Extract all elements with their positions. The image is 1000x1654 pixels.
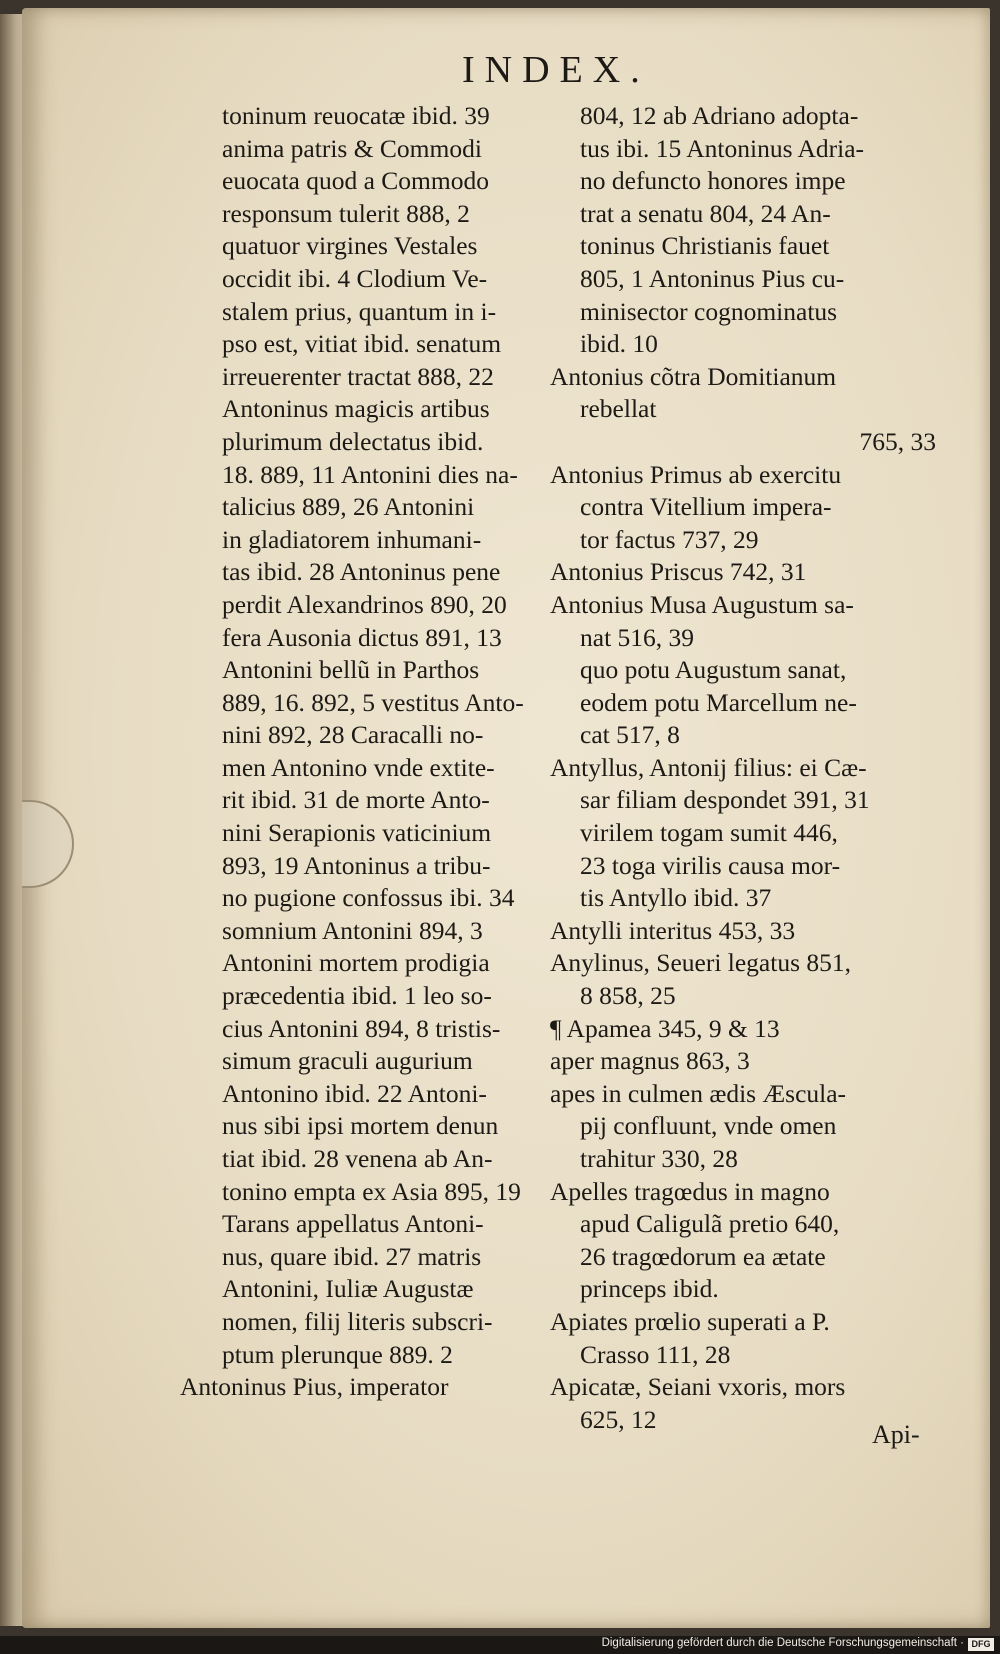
index-line: somnium Antonini 894, 3	[222, 915, 483, 945]
index-line: nini 892, 28 Caracalli no-	[222, 720, 484, 750]
index-line: 8 858, 25	[580, 981, 676, 1011]
index-entry-heading: aper magnus 863, 3	[550, 1046, 750, 1076]
index-line: rebellat	[580, 394, 657, 424]
index-line: tas ibid. 28 Antoninus pene	[222, 557, 501, 587]
index-line: princeps ibid.	[580, 1274, 719, 1304]
index-line: tor factus 737, 29	[580, 524, 759, 554]
index-line: anima patris & Commodi	[222, 133, 482, 163]
index-line: Antoninus Pius, imperator	[180, 1372, 449, 1402]
dfg-logo: DFG	[968, 1638, 994, 1651]
index-line: no defuncto honores impe	[580, 166, 846, 196]
index-line: 765, 33	[859, 426, 936, 456]
index-entry-heading: Antyllus, Antonij filius: ei Cæ-	[550, 752, 867, 782]
index-line: tis Antyllo ibid. 37	[580, 883, 772, 913]
index-line: pij confluunt, vnde omen	[580, 1111, 837, 1141]
index-line: 889, 16. 892, 5 vestitus Anto-	[222, 687, 524, 717]
index-entry-heading: Antonius Priscus 742, 31	[550, 557, 807, 587]
index-line: stalem prius, quantum in i-	[222, 296, 497, 326]
index-line: pso est, vitiat ibid. senatum	[222, 329, 502, 359]
index-column-left	[180, 100, 556, 1404]
index-line: præcedentia ibid. 1 leo so-	[222, 981, 492, 1011]
index-entry-heading: ¶ Apamea 345, 9 & 13	[550, 1013, 780, 1043]
index-line: occidit ibi. 4 Clodium Ve-	[222, 263, 488, 293]
index-line: nomen, filij literis subscri-	[222, 1306, 493, 1336]
page-header: INDEX.	[462, 49, 650, 91]
index-line: Antonino ibid. 22 Antoni-	[222, 1078, 487, 1108]
index-line: cius Antonini 894, 8 tristis-	[222, 1013, 501, 1043]
index-line: nat 516, 39	[580, 622, 695, 652]
index-entry-heading: Antonius Musa Augustum sa-	[550, 589, 854, 619]
index-line: 18. 889, 11 Antonini dies na-	[222, 459, 518, 489]
index-line: no pugione confossus ibi. 34	[222, 883, 515, 913]
index-line: toninus Christianis fauet	[580, 231, 830, 261]
index-line: minisector cognominatus	[580, 296, 838, 326]
index-line: tus ibi. 15 Antoninus Adria-	[580, 133, 865, 163]
catchword: Api-	[872, 1420, 920, 1449]
index-line: 23 toga virilis causa mor-	[580, 850, 841, 880]
index-line: cat 517, 8	[580, 720, 680, 750]
index-line: Antonini mortem prodigia	[222, 948, 490, 978]
index-line: Antoninus magicis artibus	[222, 394, 490, 424]
index-line: perdit Alexandrinos 890, 20	[222, 589, 507, 619]
index-entry-heading: Apiates prœlio superati a P.	[550, 1306, 830, 1336]
index-line: toninum reuocatæ ibid. 39	[222, 101, 490, 130]
page-clip	[22, 800, 74, 888]
index-line: trat a senatu 804, 24 An-	[580, 198, 831, 228]
index-line: eodem potu Marcellum ne-	[580, 687, 857, 717]
index-entry-heading: Apelles tragœdus in magno	[550, 1176, 830, 1206]
index-line: trahitur 330, 28	[580, 1144, 738, 1173]
index-column-right	[550, 100, 936, 1436]
index-line: Antonini, Iuliæ Augustæ	[222, 1274, 474, 1304]
index-line: nini Serapionis vaticinium	[222, 818, 492, 848]
index-line: ptum plerunque 889. 2	[222, 1339, 453, 1369]
index-line: ibid. 10	[580, 329, 658, 359]
index-line: Crasso 111, 28	[580, 1339, 731, 1369]
index-line: 26 tragœdorum ea ætate	[580, 1241, 826, 1271]
index-line: tiat ibid. 28 venena ab An-	[222, 1144, 493, 1173]
index-line: 804, 12 ab Adriano adopta-	[580, 101, 859, 130]
index-line: euocata quod a Commodo	[222, 166, 489, 196]
index-line: sar filiam despondet 391, 31	[580, 785, 870, 815]
index-line: nus, quare ibid. 27 matris	[222, 1241, 482, 1271]
index-entry-heading: Antonius Primus ab exercitu	[550, 459, 842, 489]
index-entry-heading: apes in culmen ædis Æscula-	[550, 1078, 847, 1108]
index-line: simum graculi augurium	[222, 1046, 473, 1076]
index-line: virilem togam sumit 446,	[580, 818, 838, 848]
index-line: talicius 889, 26 Antonini	[222, 492, 475, 522]
index-line: nus sibi ipsi mortem denun	[222, 1111, 499, 1141]
index-line: contra Vitellium impera-	[580, 492, 832, 522]
index-entry-heading: Antylli interitus 453, 33	[550, 915, 796, 945]
index-line: quo potu Augustum sanat,	[580, 655, 847, 685]
index-line: Tarans appellatus Antoni-	[222, 1209, 484, 1239]
index-line: irreuerenter tractat 888, 22	[222, 361, 494, 391]
index-line: 893, 19 Antoninus a tribu-	[222, 850, 491, 880]
index-line: 625, 12	[580, 1404, 657, 1434]
index-line: Antonini bellũ in Parthos	[222, 655, 480, 685]
index-line: in gladiatorem inhumani-	[222, 524, 482, 554]
index-line: apud Caligulã pretio 640,	[580, 1209, 840, 1239]
index-line: quatuor virgines Vestales	[222, 231, 478, 261]
index-line: plurimum delectatus ibid.	[222, 426, 484, 456]
index-line: 805, 1 Antoninus Pius cu-	[580, 263, 845, 293]
index-line: rit ibid. 31 de morte Anto-	[222, 785, 490, 815]
index-entry-heading: Apicatæ, Seiani vxoris, mors	[550, 1372, 846, 1402]
index-line: fera Ausonia dictus 891, 13	[222, 622, 502, 652]
index-line: responsum tulerit 888, 2	[222, 198, 470, 228]
digitization-credit: Digitalisierung gefördert durch die Deutsche Forschungsgemeinschaft ·	[601, 1637, 964, 1649]
index-entry-heading: Antonius cõtra Domitianum	[550, 361, 837, 391]
index-line: tonino empta ex Asia 895, 19	[222, 1176, 521, 1206]
index-line: men Antonino vnde extite-	[222, 752, 495, 782]
index-entry-heading: Anylinus, Seueri legatus 851,	[550, 948, 852, 978]
